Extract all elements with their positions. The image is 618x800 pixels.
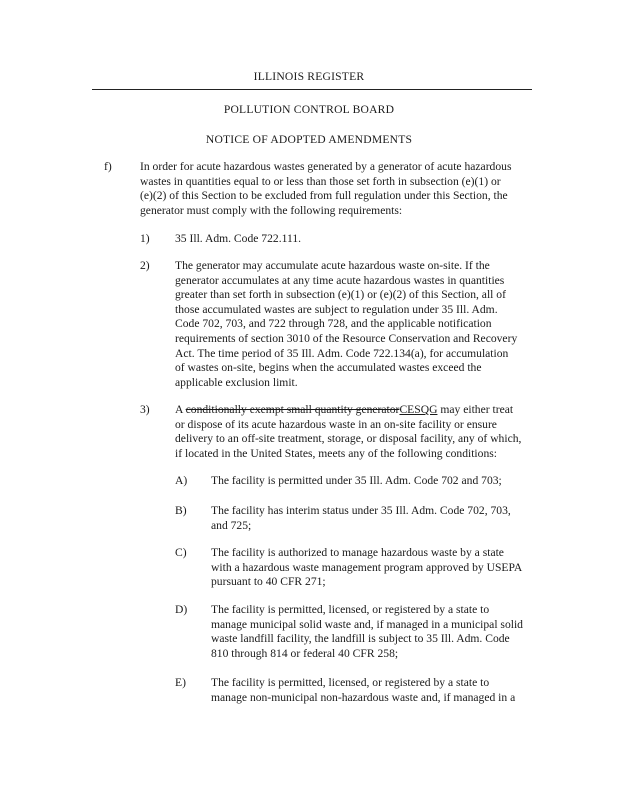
text-line: generator accumulates at any time acute hazardous wastes in quantities <box>175 273 505 287</box>
text-line: with a hazardous waste management program approved by USEPA <box>211 560 523 574</box>
text-line: pursuant to 40 CFR 271; <box>211 575 326 589</box>
text-line: delivery to an off-site treatment, storage, or disposal facility, any of which, <box>175 432 522 446</box>
text-line: requirements of section 3010 of the Resource Conservation and Recovery <box>175 331 518 345</box>
text-line: In order for acute hazardous wastes generated by a generator of acute hazardous <box>140 160 512 173</box>
text-line: manage non-municipal non-hazardous waste and, if managed in a <box>211 690 516 704</box>
amended-line <box>175 403 525 418</box>
sub-d-label: D) <box>175 603 188 616</box>
text-line: Act. The time period of 35 Ill. Adm. Code 722.134(a), for accumulation <box>175 346 509 360</box>
inserted-text: CESQG <box>399 403 438 416</box>
board-title: POLLUTION CONTROL BOARD <box>223 103 395 116</box>
text-line: applicable exclusion limit. <box>175 375 298 389</box>
item-2-text <box>175 259 525 390</box>
register-title: ILLINOIS REGISTER <box>253 70 365 83</box>
text-line: of wastes on-site, begins when the accumulated wastes exceed the <box>175 361 482 375</box>
text-line: waste landfill facility, the landfill is subject to 35 Ill. Adm. Code <box>211 632 510 646</box>
text-line: greater than set forth in subsection (e)(1) or (e)(2) of this Section, all of <box>175 288 506 302</box>
sub-c-text <box>211 546 531 590</box>
text-line: if located in the United States, meets any of the following conditions: <box>175 446 497 460</box>
sub-e-label: E) <box>175 676 186 689</box>
text-line: The facility is authorized to manage hazardous waste by a state <box>211 546 504 559</box>
sub-b-label: B) <box>175 504 187 517</box>
sub-d-text <box>211 603 531 661</box>
section-f-label: f) <box>104 160 112 173</box>
text-line: The facility is permitted, licensed, or registered by a state to <box>211 603 490 616</box>
item-3-text <box>175 403 525 461</box>
text-line: those accumulated wastes are subject to regulation under 35 Ill. Adm. <box>175 302 498 316</box>
text-suffix: may either treat <box>437 403 514 416</box>
text-line: The facility is permitted under 35 Ill. Adm. Code 702 and 703; <box>211 474 502 487</box>
text-line: 810 through 814 or federal 40 CFR 258; <box>211 646 399 660</box>
section-f-text <box>140 160 525 218</box>
sub-c-label: C) <box>175 546 187 559</box>
item-1-text: 35 Ill. Adm. Code 722.111. <box>175 232 302 245</box>
sub-a-label: A) <box>175 474 188 487</box>
item-3-label: 3) <box>140 403 150 416</box>
text-line: The facility has interim status under 35 Ill. Adm. Code 702, 703, <box>211 504 511 517</box>
text-line: and 725; <box>211 518 252 532</box>
text-line: generator must comply with the following requirements: <box>140 203 403 217</box>
text-line: The generator may accumulate acute hazardous waste on-site. If the <box>175 259 490 272</box>
text-line: or dispose of its acute hazardous waste in an on-site facility or ensure <box>175 417 497 431</box>
text-prefix: A <box>175 403 186 416</box>
text-line: manage municipal solid waste and, if managed in a municipal solid <box>211 617 523 631</box>
text-line: Code 702, 703, and 722 through 728, and the applicable notification <box>175 317 492 331</box>
item-2-label: 2) <box>140 259 150 272</box>
sub-e-text <box>211 676 531 705</box>
text-line: The facility is permitted, licensed, or registered by a state to <box>211 676 490 689</box>
sub-b-text <box>211 504 531 533</box>
header-rule <box>92 89 532 90</box>
text-line: (e)(2) of this Section to be excluded from full regulation under this Section, the <box>140 189 508 203</box>
notice-title: NOTICE OF ADOPTED AMENDMENTS <box>205 133 413 146</box>
item-1-label: 1) <box>140 232 150 245</box>
deleted-text: conditionally exempt small quantity generator <box>185 403 400 416</box>
text-line: wastes in quantities equal to or less than those set forth in subsection (e)(1) or <box>140 174 501 188</box>
sub-a-text <box>211 474 531 489</box>
